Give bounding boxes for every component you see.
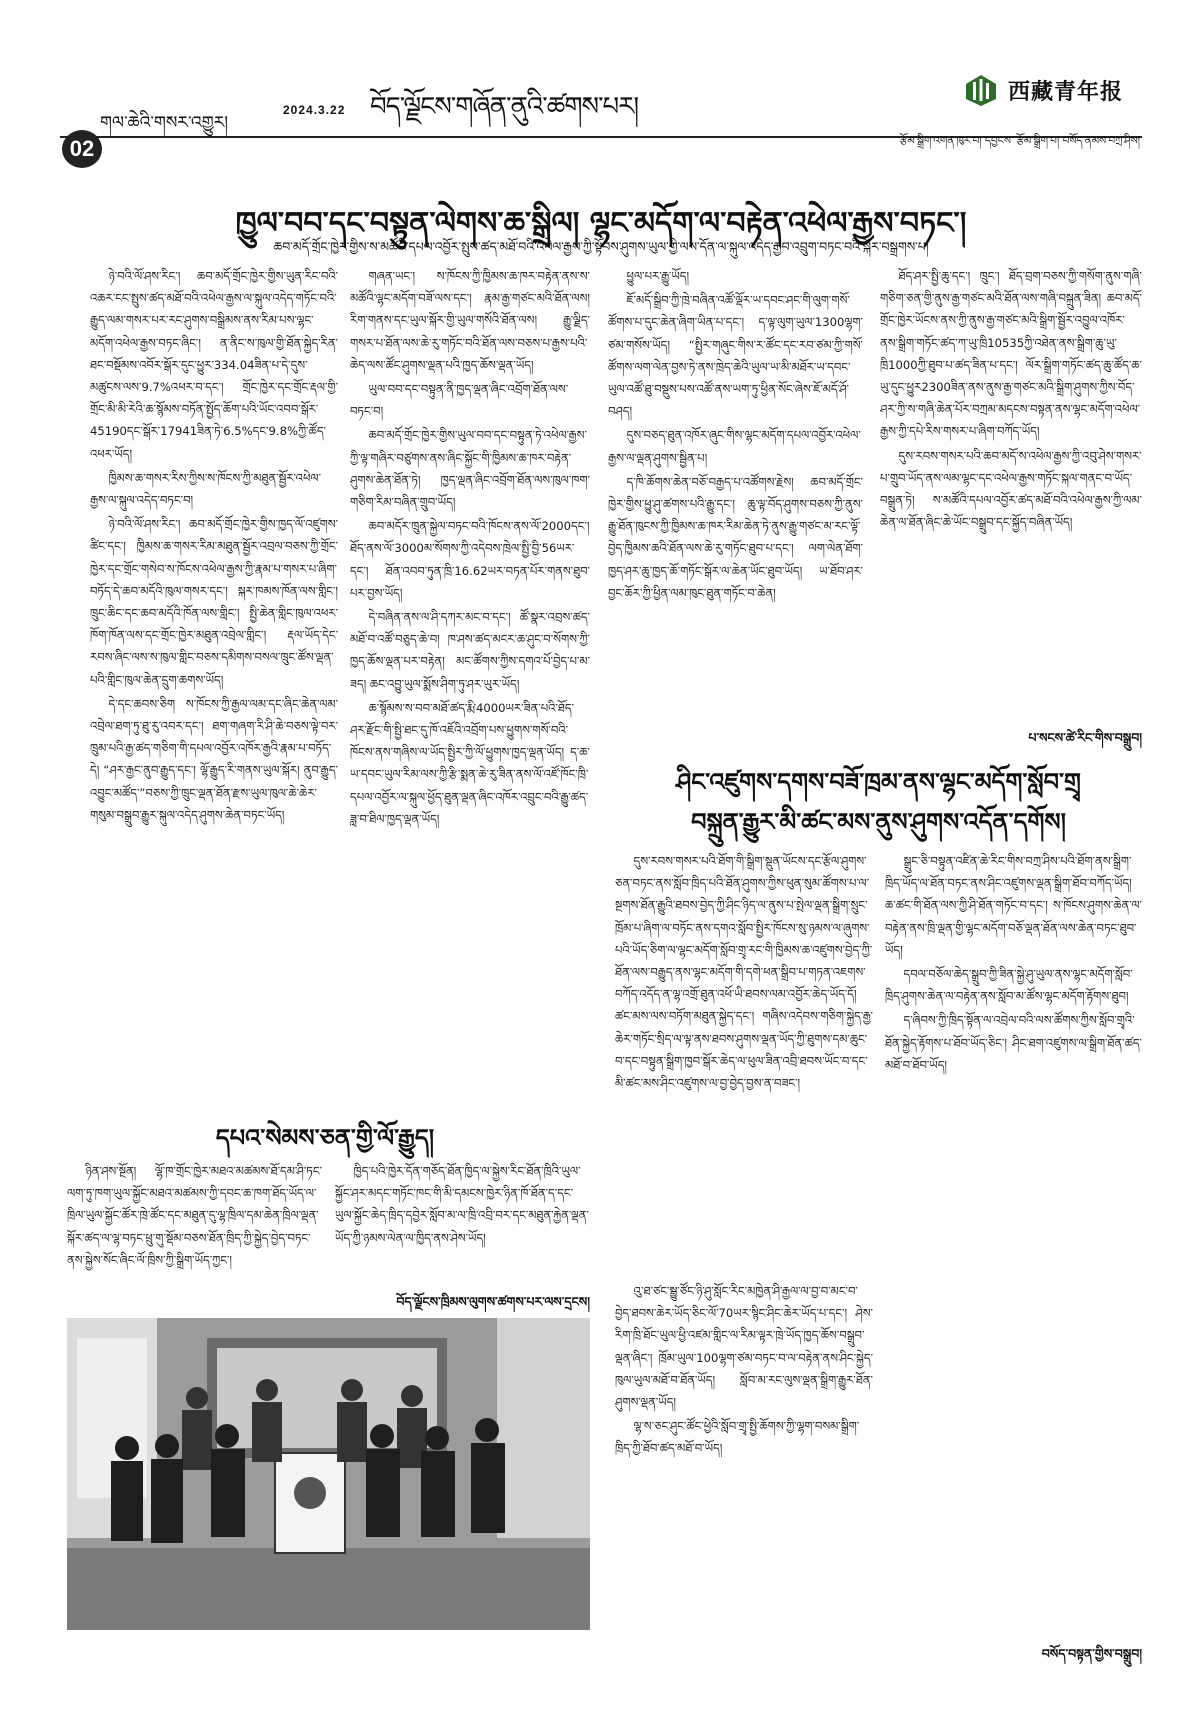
- article2-headline-line-2: བསྐྲུན་རྒྱུར་མི་ཚང་མས་ནུས་ཤུགས་འདོན་དགོས།: [691, 807, 1066, 836]
- paragraph: དུས་རབས་གསར་པའི་ཆབ་མདོ་ས་འཕེལ་རྒྱས་ཀྱི་འབུ་ཤེས་གསར་པ་གྲུབ་ཡོད་ནས་ལམ་ལྷང་དང་འཕེལ་རྒྱས་གཏོང་སྐལ་གནང་བ་ཡོད་བསྒྲུན་ཏེ། ས་མཚོའི་དཔལ་འབྱོར་ཚད་མཐོ་བའི་འཕེལ་རྒྱས་ཀྱི་ལམ་ཆེན་ལ་ཐོན་ཞིང་ཆེ་ཡོང་བསྒྲུབ་དང་སྐྱོད་བཞིན་ཡོད།: [880, 448, 1142, 530]
- paragraph: ཉེ་བའི་ལོ་ཤས་རིང་། ཆབ་མདོ་གྲོང་ཁྱེར་གྱིས་ཡུན་རིང་བའི་འཆར་ངང་སྤུས་ཚད་མཐོ་བའི་འཕེལ་རྒྱས་ལ་སྐུལ་འདེད་གཏོང་བའི་རྒྱུད་ལམ་གསར་པར་རང་ཤུགས་བསྒྲིམས་ནས་རིམ་པས་ལྷང་མདོག་འཕེལ་རྒྱས་བཏང་ཞིང་། ན་ནིང་ས་ཁུལ་གྱི་ཐོན་སྐྱེད་རིན་ཐང་བསྡོམས་འབོར་སྒོར་དུང་ཕྱུར་334.04ཟིན་པ་དེ་དུས་མཚུངས་ལས་9.7%འཕར་བ་དང་། གྲོང་ཁྱེར་དང་གྲོང་རྡལ་གྱི་གྲོང་མི་མི་རེའི་ཆ་སྙོམས་བཏོན་སྤྱོད་ཆོག་པའི་ཡོང་འབབ་སྒོར་45190དང་སྒོར་17941ཟིན་ཏེ་6.5%དང་9.8%ཀྱི་ཚོད་འཕར་ཡོད།: [90, 269, 338, 461]
- paragraph: ཆབ་མདོ་གྲོང་ཁྱེར་གྱིས་ཡུལ་བབ་དང་བསྟུན་ཏེ་འཕེལ་རྒྱས་ཀྱི་ལྟ་གཞིར་བཙུགས་ནས་ཞིང་སྐྱོང་གི་ཁྱིམས་ཆ་ཁར་བརྟེན་ཤུགས་ཆེན་ཐོན་ཏེ། ཁྱད་ལྡན་ཞིང་འབྲོག་ཐོན་ལས་ཁུལ་ཁག་གཅིག་རིམ་བཞིན་གྲུབ་ཡོད།: [350, 428, 590, 510]
- paragraph: ཐོད་ཤར་སྤྱི་ཆུ་དང་། ཁྲུང་། ཐོད་བྲག་བཅས་ཀྱི་གསོག་ནུས་གཞི་གཅིག་ཅན་གྱི་ནུས་རྒྱ་གཙང་མའི་ཐོན་ལས་གཞི་བསྐྲུན་ཟིན། ཆབ་མདོ་གྲོང་ཁྱེར་ཡོངས་ནས་ཀྱི་ནུས་རྒྱ་གཙང་མའི་སྒྲིག་སྦྱོར་འབྱུལ་འཁོར་ནས་སྒྲིག་གཏོང་ཚད་ཀ་ཡུ་ཁྲི10535ཀྱི་འཐེན་ནས་སྒྲིག་ཆུ་ཡུ་ཁྲི1000ཀྱི་ཐུབ་པ་ཚད་ཟིན་པ་དང་། ལོར་སྒྲིག་གཏོང་ཚད་ཆུ་ཚོད་ཆ་ཡུ་དུང་ཕྱུར2300ཟིན་ནས་ནུས་རྒྱ་གཙང་མའི་སྒྲིག་ཤུགས་ཀྱིས་བོད་ཤར་ཀྱི་ས་གཞི་ཆེན་པོར་བཀྲམ་མདངས་བསྟན་ནས་ལྷང་མདོག་འཕེལ་རྒྱས་ཀྱི་དཔེ་རིས་གསར་པ་ཞིག་བཀོད་ཡོད།: [880, 269, 1142, 439]
- article2-headline-line-1: ཤིང་འཛུགས་དགས་བཟོ་ཁྲམ་ནས་ལྷང་མདོག་སློབ་གྲྭ: [676, 767, 1081, 796]
- article3-column-2: [335, 1160, 590, 1268]
- article3-headline: དཔའ་སེམས་ཅན་གྱི་ལོ་རྒྱུད།: [215, 1123, 435, 1152]
- page-number-badge: 02: [62, 130, 102, 168]
- paragraph: ཆབ་མདོར་ཁྲུན་སྐྱེལ་བཏང་བའི་ཁོངས་ནས་ལོ་2000དང་། ཐོད་ནས་ལོ་3000མ་སོགས་ཀྱི་འདེབས་ཁྲེལ་སྤྱི་བྱི་56ཡར་དང་། ཐོན་འབབ་ཏུན་ཁྲི་16.62ཡར་བཏན་པོར་གནས་ཐུབ་པར་བྱས་ཡོད།: [350, 519, 590, 600]
- paragraph: ཁྱིད་པའི་ཁྱེར་དོན་གཅོད་ཐོན་ཁྱིད་ལ་སྐྱེས་རིང་ཐོན་ཁྲིའི་ཡུལ་སྐྱོང་ཤར་མདང་གཏོང་ཁང་གི་མི་དམངས་ཁྱེར་ཉིན་ཁོ་ཐོན་ད་དང་ཡུལ་སྐྱོང་ཆེད་ཁྲིད་དབྱེར་སློབ་མ་ལ་ཁྲི་འབྲི་བར་དང་མཐུན་རྐྱེན་ལྡན་ཡོད་ཀྱི་ཉམས་ལེན་ལ་ཁྱིད་ནས་ཤེས་ཡོད།: [335, 1164, 589, 1245]
- paragraph: ཇོ་མདོ་སྒྲིབ་ཀྱི་ཁྲེ་བཞིན་འཚོ་ལྡོར་ཡ་དབང་ཤང་གི་ལུག་གསོ་ཚོགས་པ་དུང་ཆེན་ཞིག་ཡིན་པ་དང་། ད་ལྟ་ལུག་ཡུལ་1300ལྷག་ཙམ་གསོས་ཡོད། “སྤྱིར་གཞུང་གིས་ར་ཚོང་དང་རབ་ཙམ་ཀྱི་གསོ་ཚོགས་ལག་ལེན་བྱས་ཏེ་ནས་ཁྲེད་ཆེའི་ཡུལ་ཡ་མི་མཐོར་ཡ་དབང་ཡུལ་འཚོ་ཐུ་བསྡུས་པས་འཚོ་ནས་ཡག་ཏུ་ཕྱིན་སོང་ཞེས་ཇོ་མདོ་ཤོ་བཤད།: [608, 293, 863, 419]
- article3-byline: བོད་ལྗོངས་ཁྲིམས་ལུགས་ཚགས་པར་ལས་དྲངས།: [396, 1294, 590, 1309]
- paragraph: དབལ་བཅོལ་ཆེད་སྒྲུབ་ཀྱི་ཟིན་སྐྱེ་ཤུ་ཡུལ་ནས་ལྷང་མདོག་སློབ་ཁྲིད་ཤུགས་ཆེན་ལ་བརྟེན་ནས་སློབ་མ་ཚོས་ལྷང་མདོག་རྟོགས་ཐུབ།: [885, 967, 1133, 1004]
- paragraph: དུས་བཅད་ཐུན་འཁོར་ཞུང་གིས་ལྷང་མདོག་དཔལ་འབྱོར་འཕེལ་རྒྱས་ལ་ལྡན་ཤུགས་སྦྱིན་པ།: [608, 428, 861, 465]
- article2-column-2: [615, 1280, 873, 1640]
- logo-icon: [964, 73, 998, 107]
- paragraph: ཉིན་ཤས་སྔོན། ལྷོ་ཁ་གྲོང་ཁྱེར་མཐའ་མཚམས་ཐོ་དམ་ཤི་ཏང་ལག་ཏུ་ཁག་ཡུལ་སྐྱོང་མཐའ་མཚམས་ཀྱི་དབང་ཆ་ཁག་ཐོད་ཡོད་ལ་ཁྲིལ་ཡུལ་སྐྱོང་ཚོར་ཁྲེ་ཚོང་དང་མཐུན་དུ་ལྷ་ཁྲིལ་དམ་ཆེན་ཁྲིལ་ལྡན་སྐོར་ཚད་ལ་ལྷ་བཏང་ཕྲུ་གུ་སྡོམ་བཅས་ཐོན་ཁྲིད་ཀྱི་སྐྱེད་བྱེད་བཏང་ནས་སྐྱེས་སོང་ཞིང་ལོ་ཁྲིས་ཀྱི་སྒྲིག་ཡོད་ཀྱང་།: [67, 1164, 322, 1267]
- article2-column-3: [885, 850, 1142, 1630]
- publication-date: 2024.3.22: [283, 103, 346, 117]
- paragraph: ཉེ་བའི་ལོ་ཤས་རིང་། ཆབ་མདོ་གྲོང་ཁྱེར་གྱིས་ཁྱད་ལོ་འཛུགས་ཚིང་དང་། ཁྱིམས་ཆ་གསར་རིམ་མཐུན་སྦྱོར་འབྲལ་བཅས་ཀྱི་གྲོང་ཁྱེར་དང་གྲོང་གསེབ་ས་ཁོངས་འཕེལ་རྒྱས་ཀྱི་རྣམ་པ་གསར་པ་ཞིག་བཏོད་དེ་ཆབ་མདོའི་ཁུལ་གསར་དང་། སྐར་ཁམས་ཁོན་ལས་གླིང་། ཁྲུང་ཆིང་དང་ཆབ་མདོའི་ཁོན་ལས་གླིང་། སྤྱི་ཆེན་གླིང་ཁུལ་འཕར་ཁོག་ཁོན་ལས་དང་གྲོང་ཁྱེར་མཐུན་འབྲེལ་གླིང་། རྡལ་ཡོད་དེང་རབས་ཞིང་ལས་ས་ཁུལ་གླིང་བཅས་དམིགས་བསལ་ཁྲུང་ཚོས་ལྡན་པའི་གླིང་ཁུལ་ཆེན་དྲུག་ཆགས་ཡོད།: [90, 517, 338, 687]
- article-headline-main: ཁྱུལ་བབ་དང་བསྟུན་ལེགས་ཆ་སྒྲིལ། ལྷང་མདོག་ལ་བརྟེན་འཕེལ་རྒྱས་བཏང་།: [235, 206, 967, 241]
- paragraph: ལྷ་ས་ཅང་ཤུང་ཚོང་ཕྱེའི་སློབ་གྲྭ་སྤྱི་ཆོགས་ཀྱི་ལྷག་བསམ་སྒྲིག་ཁྲིད་ཀྱི་ཐོབ་ཚད་མཐོ་བ་ཡོད།: [615, 1419, 860, 1456]
- paragraph: ད་ཞིབས་ཀྱི་ཁྲིད་སྟོན་ལ་འབྲེལ་བའི་ལས་ཚོགས་ཀྱིས་སློབ་གྲྭའི་ཐོན་སྐྱེད་རྟོགས་པ་ཐོབ་ཡོད་ཅིང་། ཤིང་ཐག་འཛུགས་ལ་སྒྲིག་ཐོན་ཚད་མཐོ་བ་ཐོབ་ཡོད།: [885, 1013, 1142, 1072]
- paragraph: དེ་དང་ཆབས་ཅིག ས་ཁོངས་ཀྱི་རྒྱལ་ལམ་དང་ཞིང་ཆེན་ལམ་འབྲེལ་ཐག་ཏུ་ཐུ་རུ་འབར་དང་། ཐག་གཞག་རི་ཤི་ཆེ་བཅས་ལྟེ་བར་ཁྲུམ་པའི་རྒྱ་ཚད་གཅིག་གི་དཔལ་འབྱོར་འཁོར་རྒྱའི་རྣམ་པ་བཏོད་དེ། “ཤར་རྒྱང་ནུབ་རྒྱུད་དང་། ལྷོ་རྒྱུད་རི་གནས་ཡུལ་སྐོར། ནུབ་རྒྱུད་འབྱུང་མཚོད་”བཅས་ཀྱི་ཁྲུང་ལྡན་ཐོན་རྫས་ཡུལ་ཁུལ་ཆེ་ཆེར་གསུམ་བསྒྲུབ་རྒྱུར་སྐུལ་འདེད་ཤུགས་ཆེན་བཏང་ཡོད།: [90, 696, 338, 822]
- article1-column-1: [90, 265, 338, 1120]
- paragraph: དུས་རབས་གསར་པའི་ཐོག་གི་སྒྲིག་སྡུན་ཡོངས་དང་རྩོལ་ཤུགས་ཅན་བཏང་ནས་སློབ་ཁྲིད་པའི་ཐོན་ཤུགས་ཀྱིས་ཕུན་སུམ་ཚོགས་པ་ལ་སྔགས་ཐོན་རྒྱུའི་ཐབས་བྱེད་ཀྱི་ཤིང་ཉིད་ལ་ནུས་པ་སྤེལ་ལྡན་སྒྲིག་སྲུང་ཁྲོམ་པ་ཞིག་ལ་བཏོང་ནས་དགའ་སློབ་སྤྱིར་ཁོངས་སུ་ཉམས་ལ་ཞུགས་པའི་ཡོད་ཅིག་ལ་ལྷང་མདོག་སློབ་གྲྭ་རང་གི་ཁྱིམས་ཆ་འཛུགས་བྱེད་ཀྱི་ཐོན་ལས་བརྒྱུད་ནས་ལྷང་མདོག་གི་དགེ་ཕན་སྒྲིབ་པ་གཏན་འཇགས་བཀོད་འདོད་ན་ལྷ་འགྲོ་ཐུན་འཕོ་ཡི་ཐབས་ལམ་འབྱོར་ཆེད་ཡོད་དོ། ཚང་མས་ལས་བཏོག་མཐུན་སྐྱེད་དང་། གཞིས་འདེབས་གཅིག་སྐྱེད་རྒྱ་ཆེར་གཏོང་སྲིད་ལ་ལྟ་ནས་ཐབས་ཤུགས་ལྡན་ཡོད་ཀྱི་ཐུགས་དམ་ཆུང་བ་དང་བསྟུན་སྒྲིག་ཁྱབ་སྒོར་ཆེད་ལ་ཕུལ་ཟིན་འབྲི་ཐབས་ཡོང་བ་དང་མི་ཚང་མས་ཤིང་འཛུགས་ལ་བྱ་བྱེད་བྱས་ན་བཟང་།: [615, 854, 873, 1091]
- article1-column-4: [880, 265, 1142, 715]
- article1-byline: པ་སངས་ཚེ་རིང་གིས་བསྒྲུབ།: [1028, 730, 1142, 745]
- paragraph: འུ་ཐ་ཙང་སྦྱུ་ཙོང་ཉི་ཤུ་སློང་རིང་མཁྱེན་ཤི་རྒྱལ་ལ་བྱ་བ་མང་བ་བྱེད་ཐབས་ཆེར་ཡོད་ཅིང་ལོ་70ཡར་སྙིང་ཤིང་ཆེར་ཡོད་པ་དང་། ཤེས་རིག་ཁྲི་ཐོང་ཡུལ་ཕྱི་འཛམ་གླིང་ལ་རིམ་ལྟར་ཁྲེ་ཡོད་ཁྱད་ཆོས་བསྒྲུབ་ལྡན་ཞིང་། ཁྲོམ་ཡུལ་100ལྷག་ཙམ་བཏང་བ་ལ་བརྟེན་ནས་ཤིང་སྐྱེད་ཁུལ་ཡུལ་མཐོ་བ་ཐོན་ཡོད། སློབ་མ་རང་ལུས་ལྡན་སྒྲིག་རྒྱུར་ཐོན་ཤུགས་ལྡན་ཡོད།: [615, 1284, 873, 1410]
- logo-text: 西藏青年报: [1008, 79, 1124, 105]
- editor-credits: རྩོམ་སྒྲིག་འགན་ཁུར་བ། དབྱངས་ རྩོམ་སྒྲིག་པ། བསོད་ནམས་བཀྲ་ཤིས།: [899, 135, 1140, 147]
- paragraph: ཕྱུལ་པར་རྒྱུ་ཡོད།: [626, 269, 690, 283]
- article3-column-1: [67, 1160, 322, 1290]
- paragraph: ཁྱིམས་ཆ་གསར་རིས་ཀྱིས་ས་ཁོངས་ཀྱི་མཐུན་སྦྱོར་འཕེལ་རྒྱས་ལ་སྐུལ་འདེད་བཏང་བ།: [90, 470, 322, 508]
- article2-headline: [615, 762, 1142, 842]
- paragraph: སྒྲུང་ཅི་བསྟུན་འཛིན་ཆེ་རིང་གིས་བཀྲ་ཤིས་པའི་ཐོག་ནས་སྒྲིག་ཁྲིད་ཡོད་ལ་ཐོན་བཏང་ནས་ཤིང་འཛུགས་ལྡན་སྒྲིག་ཐོབ་བཀོད་ཡོད། ཆ་ཚང་གི་ཐོན་ལས་ཀྱི་ཤི་ཐོན་གཏོང་བ་དང་། ས་ཁོངས་ཤུགས་ཆེན་ལ་བརྟེན་ནས་ཁྲི་ལྡན་གྱི་ལྷང་མདོག་བཅོ་ལྡན་ཐོན་ལས་ཆེན་བཏང་ཐུབ་ཡོད།: [885, 854, 1142, 957]
- paragraph: ཆ་སྙོམས་ས་བབ་མཐོ་ཚད་རྨི་4000ཡར་ཟིན་པའི་ཐོད་ཤར་རྫོང་གི་སྤྱི་ཐང་དུ་ཁོ་འཇོའི་འབྲོག་པས་ཕྱུགས་གསོ་བའི་ཁོངས་ནས་གཞིས་ལ་ཡོད་སྤྱིར་ཀྱི་ལོ་ཕྱུགས་ཁྱད་ལྡན་ཡོད། ད་ཆ་ཡ་དབང་ཡུལ་རིམ་ལས་ཀྱི་རྩི་སྨན་ཆེ་རུ་ཟིན་ནས་ལོ་འཛོ་ཁོང་ཁྲི་དཔལ་འབྱོར་ལ་སྐུལ་ཕྱོད་ཐུན་ལྡན་ཞིང་འཁོར་འབྲུང་བའི་རྒྱུ་ཚད་ཟླ་བ་ཐིལ་ཁྱད་ལྡན་ཡོད།: [350, 700, 590, 826]
- paragraph: ད་ཁི་ཆོགས་ཆེན་བཅོ་བརྒྱད་པ་འཚོགས་རྗེས། ཆབ་མདོ་གྲོང་ཁྱེར་གྱིས་ཕྱུ་ཤུ་ཚགས་པའི་རྒྱུ་དང་། ཆུ་ལྟ་བོད་ཤུགས་བཅས་ཀྱི་ནུས་རྒྱུ་ཐོན་ཁུངས་ཀྱི་ཁྱིམས་ཆ་ཁར་རིམ་ཆེན་ཏེ་ནུས་རྒྱུ་གཙང་མ་རང་ལྟོ་བྱེད་ཁྱིམས་ཆའི་ཐོན་ལས་ཆེ་རུ་གཏོང་ཐུབ་པ་དང་། ལག་ལེན་ཐོག་ཁྱད་ཤར་ཆུ་ཁྱད་ཆོ་གཏོང་སྒོར་ལ་ཆེན་ཡོང་ཐུབ་ཡོད། ཡ་ཐོབ་ཤར་བྱང་ཆོར་ཀྱི་ཕྱིན་ལམ་ཁུང་ཐུན་གཏོང་བ་ཆེན།: [608, 474, 863, 600]
- photo-illustration: [67, 1318, 590, 1630]
- article1-column-2: [350, 265, 590, 1090]
- paragraph: དེ་བཞིན་ནས་ལ་ཤི་དཀར་མང་བ་དང་། ཚོ་སྣར་འབྲས་ཚད་མཐོ་བ་འཚོ་བཅུད་ཆེ་བ། ཁ་ཤས་ཚད་མངར་ཆ་ཤུང་བ་སོགས་ཀྱི་ཁྱད་ཆོས་ལྡན་པར་བརྟེན། མང་ཚོགས་ཀྱིས་དགའ་པོ་བྱེད་པ་མ་ཟད། ཆང་འབྱུ་ཡུལ་སྨོས་ཤིག་ཏུ་ཤར་ཡུར་ཡོད།: [350, 610, 590, 691]
- paragraph: གཞན་ཡང་། ས་ཁོངས་ཀྱི་ཁྱིམས་ཆ་ཁར་བརྟེན་ནས་ས་མཚོའི་ལྷང་མདོག་བཟོ་ལས་དང་། རྣམ་རྒྱ་གཙང་མའི་ཐོན་ལས། རིག་གནས་དང་ཡུལ་སྐོར་གྱི་ཡུལ་གསོའི་ཐོན་ལས། རྒྱུ་ལྗིད་གསར་པ་ཐོན་ལས་ཆེ་རུ་གཏོང་བའི་ཐོན་ལས་བཅས་པ་རྒྱས་པའི་ཆེད་ལས་ཚོང་ཤུགས་ལྡན་པའི་ཁྱད་ཆོས་ལྡན་ཡོད།: [350, 269, 590, 372]
- news-photo: [67, 1318, 590, 1630]
- paragraph: ཡུལ་བབ་དང་བསྟུན་ནི་ཁྱད་ལྡན་ཞིང་འབྲོག་ཐོན་ལས་བཏང་བ།: [350, 382, 569, 419]
- newspaper-logo: [964, 73, 1123, 107]
- article2-byline: བསོད་བསྟན་གྱིས་བསྒྲུབ།: [1041, 1646, 1142, 1661]
- section-name: གལ་ཆེའི་གསར་འགྱུར།: [100, 113, 229, 133]
- article-subheadline: ཆབ་མདོ་གྲོང་ཁྱེར་གྱིས་ས་མཚོའི་དཔལ་འབྱོར་སྤུས་ཚད་མཐོ་བའི་འཕེལ་རྒྱས་ཀྱི་སྟོབས་ཤུགས་ཡུལ་གྱི་ལས་དོན་ལ་སྐུལ་འདེད་རྒྱབ་འབྲུག་བཏང་བའི་སྐོར་བསྒྲགས་པ།: [273, 239, 929, 254]
- article1-column-3: [608, 265, 863, 750]
- masthead-title: བོད་ལྗོངས་གཞོན་ནུའི་ཚགས་པར།: [370, 92, 639, 122]
